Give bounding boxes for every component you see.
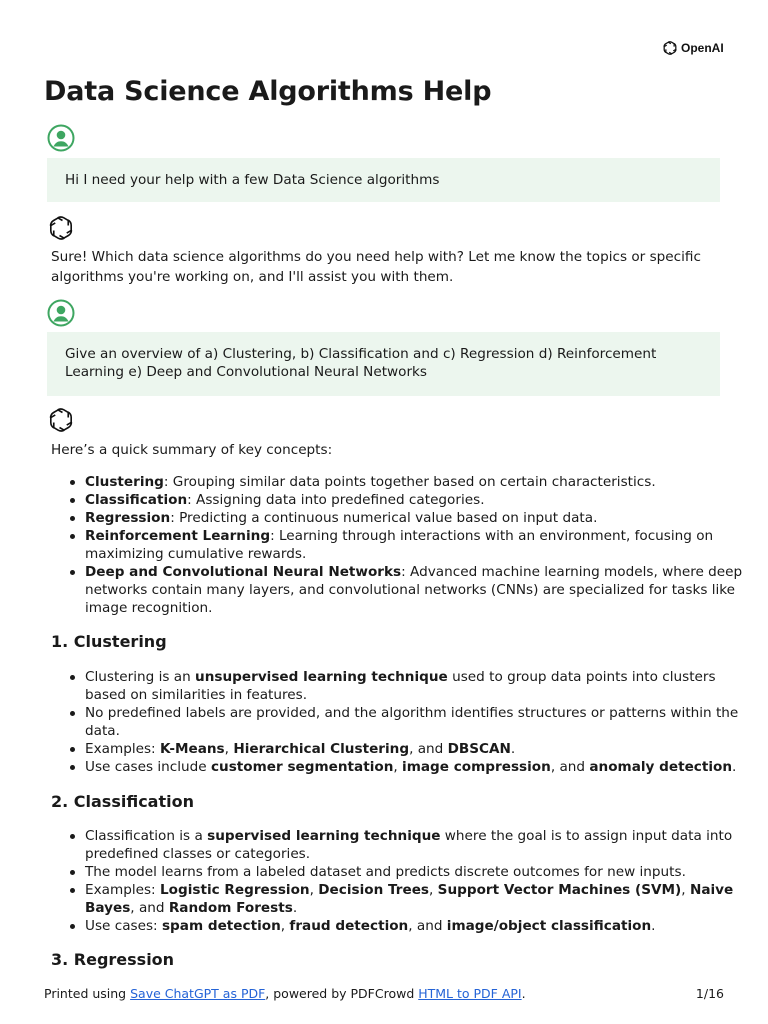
openai-logo-icon	[662, 40, 678, 56]
user-avatar-icon	[47, 124, 75, 152]
user-message-text: Give an overview of a) Clustering, b) Classification and c) Regression d) Reinforcement Learning e) Deep and Convolutional Neural Networks	[65, 346, 657, 380]
list-item: Regression: Predicting a continuous numerical value based on input data.	[85, 509, 755, 527]
assistant-message-1: Sure! Which data science algorithms do you need help with? Let me know the topics or specific algorithms you're working on, and I'll assist you with them.	[51, 249, 701, 285]
footer: Printed using Save ChatGPT as PDF, powered by PDFCrowd HTML to PDF API. 1/16	[44, 986, 724, 1001]
list-item: Clustering is an unsupervised learning technique used to group data points into clusters based on similarities in features.	[85, 668, 755, 704]
list-item: Use cases include customer segmentation, image compression, and anomaly detection.	[85, 758, 755, 776]
openai-brand	[662, 40, 724, 56]
user-avatar-icon	[47, 299, 75, 327]
list-item: The model learns from a labeled dataset and predicts discrete outcomes for new inputs.	[85, 863, 755, 881]
list-item: Clustering: Grouping similar data points together based on certain characteristics.	[85, 473, 755, 491]
list-item: Classification is a supervised learning technique where the goal is to assign input data into predefined classes or categories.	[85, 827, 755, 863]
user-message-2	[47, 332, 720, 396]
chatgpt-avatar-icon	[47, 214, 75, 242]
user-message-1	[47, 158, 720, 202]
section-heading-classification: 2. Classification	[51, 792, 194, 811]
page-number: 1/16	[695, 986, 724, 1001]
page-title: Data Science Algorithms Help	[44, 76, 492, 107]
list-item: Reinforcement Learning: Learning through interactions with an environment, focusing on maximizing cumulative rewards.	[85, 527, 755, 563]
list-item: Use cases: spam detection, fraud detection, and image/object classification.	[85, 917, 755, 935]
save-chatgpt-link[interactable]: Save ChatGPT as PDF	[130, 986, 266, 1001]
list-item: Deep and Convolutional Neural Networks: Advanced machine learning models, where deep networks contain many layers, and convolutional networks (CNNs) are specialized for tasks like image recognition.	[85, 563, 755, 617]
list-item: Examples: K-Means, Hierarchical Clustering, and DBSCAN.	[85, 740, 755, 758]
user-message-text: Hi I need your help with a few Data Science algorithms	[65, 172, 440, 188]
list-item: Classification: Assigning data into predefined categories.	[85, 491, 755, 509]
clustering-list	[51, 668, 755, 776]
summary-list	[51, 473, 755, 617]
classification-list	[51, 827, 755, 935]
html-to-pdf-link[interactable]: HTML to PDF API	[418, 986, 522, 1001]
section-heading-regression: 3. Regression	[51, 950, 175, 969]
chatgpt-avatar-icon	[47, 406, 75, 434]
brand-name: OpenAI	[681, 41, 724, 55]
section-heading-clustering: 1. Clustering	[51, 632, 167, 651]
list-item: Examples: Logistic Regression, Decision Trees, Support Vector Machines (SVM), Naive Bayes, and Random Forests.	[85, 881, 755, 917]
list-item: No predefined labels are provided, and the algorithm identifies structures or patterns within the data.	[85, 704, 755, 740]
assistant-intro: Here’s a quick summary of key concepts:	[51, 442, 333, 458]
